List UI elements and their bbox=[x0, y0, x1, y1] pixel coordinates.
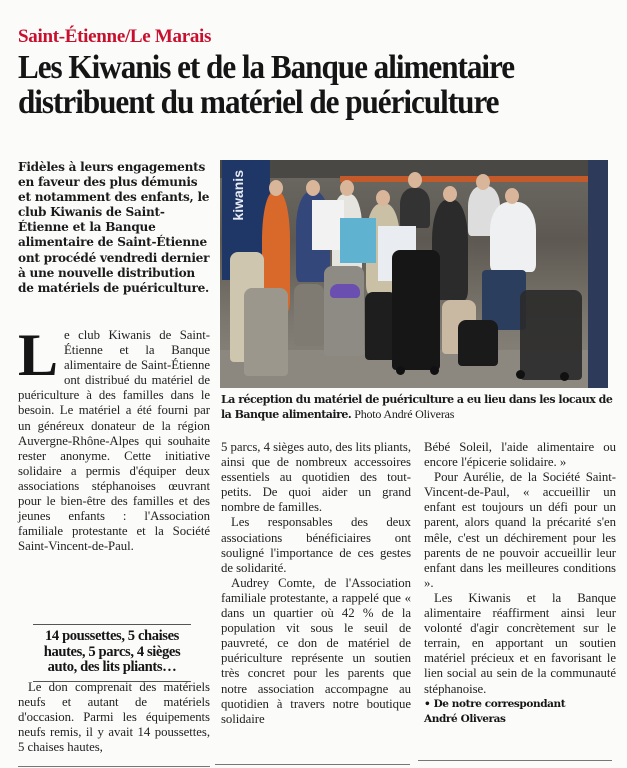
headline-line-1: Les Kiwanis et de la Banque alimentaire bbox=[18, 49, 515, 86]
drop-cap: L bbox=[18, 322, 58, 388]
author-signature bbox=[424, 697, 616, 727]
column-divider bbox=[418, 760, 612, 761]
column-divider bbox=[215, 764, 410, 765]
paragraph-4: Les responsables des deux associations bénéficiaires ont souligné l'importance de ces gestes de solidarité. bbox=[221, 515, 411, 575]
paragraph-6: Bébé Soleil, l'aide alimentaire ou encore l'épicerie solidaire. » bbox=[424, 440, 616, 470]
photo-right-banner bbox=[588, 160, 608, 388]
paragraph-2: Le don comprenait des matériels neufs et autant de matériels d'occasion. Parmi les équipements neufs remis, il y avait 14 poussettes, 5 chaises hautes, bbox=[18, 680, 210, 755]
photo-caption bbox=[221, 392, 621, 422]
article-headline bbox=[18, 50, 576, 120]
photo-kiwanis-banner: kiwanis bbox=[222, 160, 270, 280]
photo-stroller bbox=[392, 250, 440, 370]
photo-credit: Photo André Oliveras bbox=[354, 407, 455, 421]
paragraph-7: Pour Aurélie, de la Société Saint-Vincent-de-Paul, « accueillir un enfant est toujours un défi pour un parent, alors quand la précarité s'en mêle, c'est un déchirement pour les parents de ne pouvoir accueillir leur enfant dans les meilleures conditions ». bbox=[424, 470, 616, 590]
body-column-1-continued bbox=[18, 680, 210, 755]
photo-person bbox=[400, 188, 430, 228]
article-photo[interactable] bbox=[220, 160, 608, 388]
paragraph-5: Audrey Comte, de l'Association familiale protestante, a rappelé que « dans un quartier où 42 % de la population vit sous le seuil de pauvreté, ce don de matériel de puériculture représente un soutien très concret pour les parents que notre association accompagne au quotidien à travers notre boutique solidaire bbox=[221, 575, 411, 726]
photo-stroller bbox=[520, 290, 582, 380]
photo-shelf-beam bbox=[340, 176, 590, 182]
photo-stroller bbox=[458, 320, 498, 366]
column-divider bbox=[18, 766, 210, 767]
body-column-2 bbox=[221, 440, 411, 727]
paragraph-1: e club Kiwanis de Saint-Étienne et la Banque alimentaire de Saint-Étienne ont distribué du matériel de puériculture à des familles dans le besoin. Le matériel a été fourni par un généreux donateur de la région Auvergne-Rhône-Alpes qui souhaite rester anonyme. Cette initiative solidaire a permis d'équiper deux associations stéphanoises œuvrant pour le bien-être des familles et des jeunes enfants : l'Association familiale protestante et la Société Saint-Vincent-de-Paul. bbox=[18, 328, 210, 554]
paragraph-3: 5 parcs, 4 sièges auto, des lits pliants, ainsi que de nombreux accessoires essentiels au quotidien des tout-petits. De quoi aider un grand nombre de familles. bbox=[221, 440, 411, 515]
signature-line-1: • De notre correspondant bbox=[424, 697, 566, 710]
signature-author: André Oliveras bbox=[424, 712, 506, 725]
headline-line-2: distribuent du matériel de puériculture bbox=[18, 84, 499, 121]
photo-person-vest bbox=[490, 202, 536, 272]
photo-stroller bbox=[294, 284, 324, 346]
article-lead: Fidèles à leurs engagements en faveur des plus démunis et notamment des enfants, le club Kiwanis de Saint-Étienne et la Banque alimentaire de Saint-Étienne ont procédé vendredi dernier à une nouvelle distribution de matériels de puériculture. bbox=[18, 160, 210, 295]
body-column-1 bbox=[18, 322, 210, 554]
pull-quote: 14 poussettes, 5 chaises hautes, 5 parcs, 4 sièges auto, des lits pliants… bbox=[33, 624, 191, 682]
photo-poster bbox=[340, 218, 376, 263]
section-kicker: Saint-Étienne/Le Marais bbox=[18, 26, 212, 47]
photo-stroller bbox=[330, 284, 360, 298]
photo-stroller bbox=[244, 288, 288, 376]
body-column-3 bbox=[424, 440, 616, 727]
caption-text: La réception du matériel de puériculture a eu lieu dans les locaux de la Banque alimentaire. bbox=[221, 393, 613, 421]
photo-stroller bbox=[324, 266, 364, 356]
paragraph-8: Les Kiwanis et la Banque alimentaire réaffirment ainsi leur volonté d'agir concrètement sur le terrain, en apportant un soutien matériel précieux et en favorisant le lien social au sein de la communauté stéphanoise. bbox=[424, 590, 616, 696]
